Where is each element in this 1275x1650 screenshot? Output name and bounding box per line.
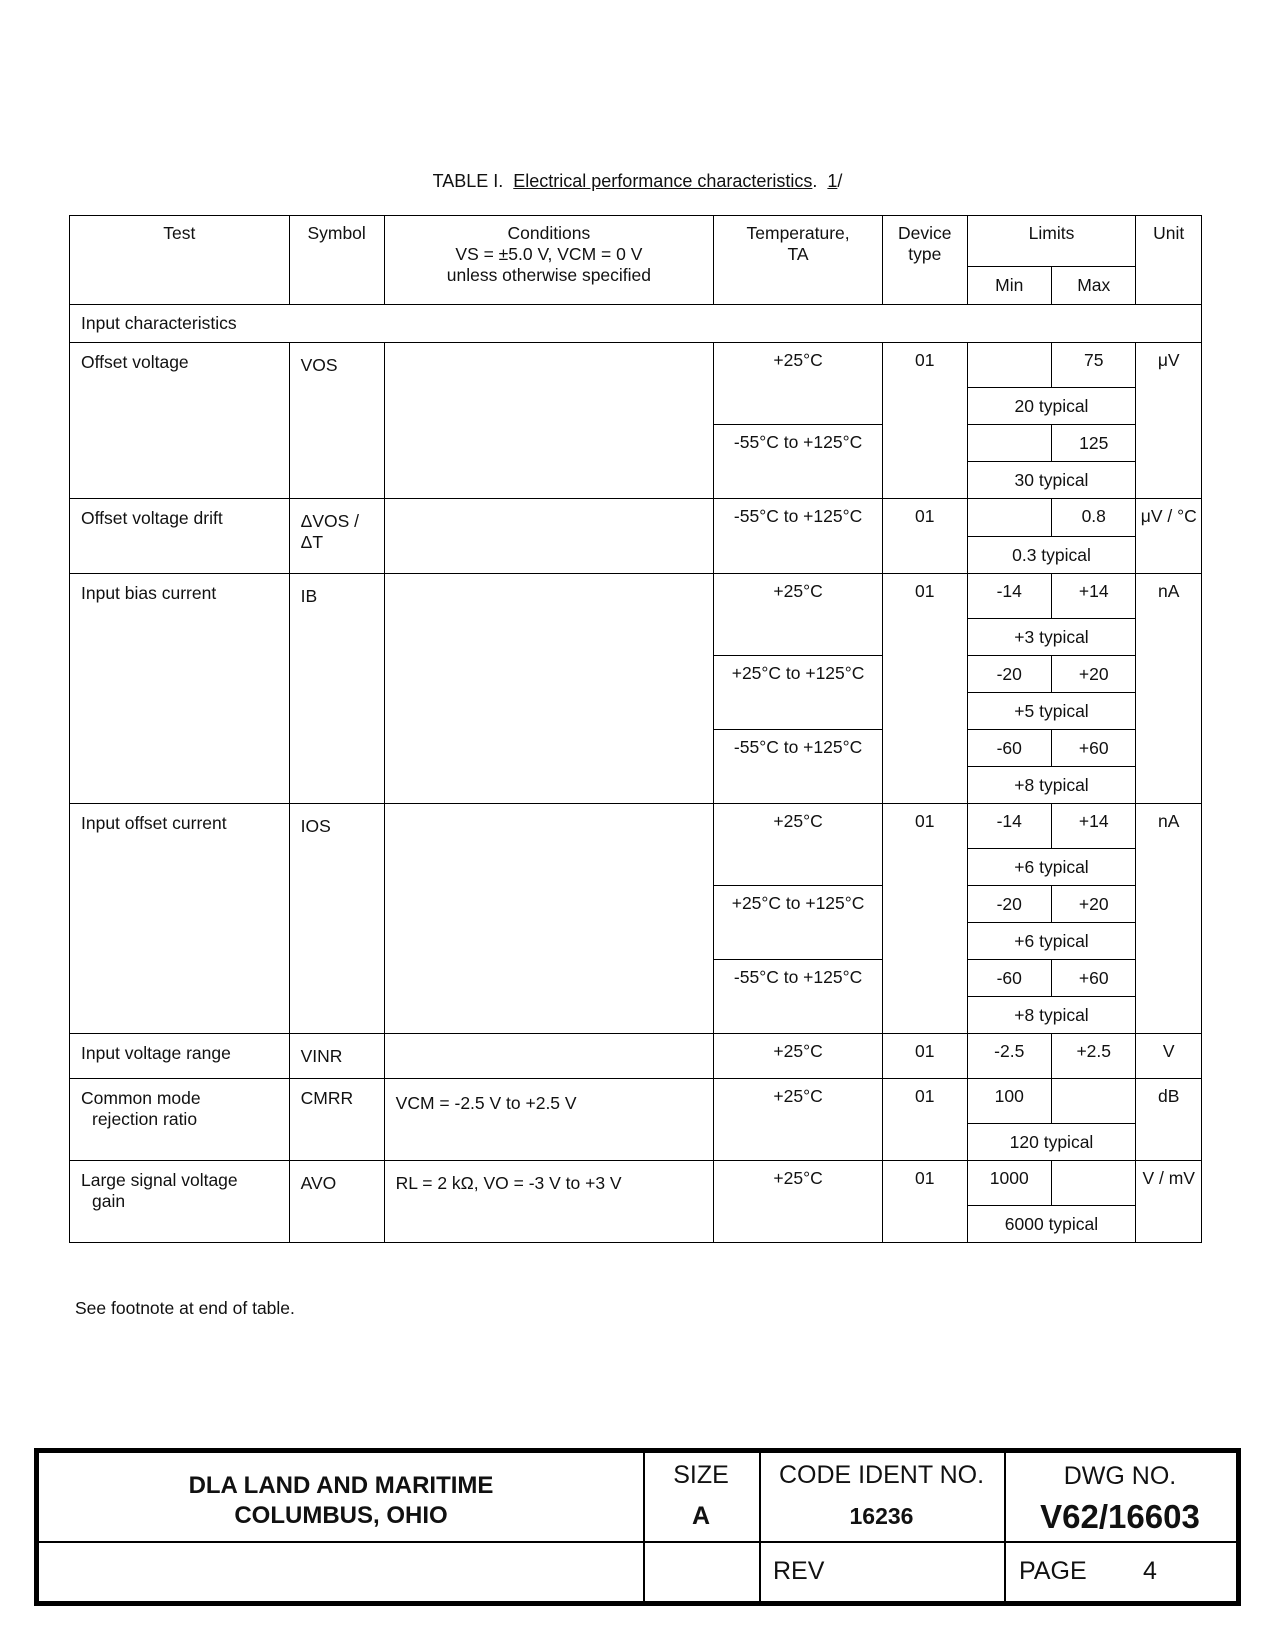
title-note-ref: 1 (827, 171, 838, 191)
rev-label: REV (773, 1557, 825, 1585)
device-type: 01 (883, 1079, 967, 1161)
section-row (70, 305, 1202, 343)
test-name (70, 1079, 290, 1161)
conditions: VCM = -2.5 V to +2.5 V (384, 1079, 713, 1161)
limit-min: -14 (967, 804, 1051, 849)
electrical-characteristics-table (69, 215, 1202, 1243)
unit: nA (1136, 574, 1202, 804)
header-temperature-line1: Temperature, (746, 223, 850, 243)
header-unit: Unit (1136, 216, 1202, 305)
header-conditions-line1: Conditions (507, 223, 591, 243)
limit-min: -20 (967, 656, 1051, 693)
table-title (0, 170, 1275, 192)
limit-max: +60 (1051, 960, 1135, 997)
limit-max: +20 (1051, 886, 1135, 923)
limit-typical: 30 typical (967, 462, 1136, 499)
limit-max (1051, 1161, 1135, 1206)
unit: dB (1136, 1079, 1202, 1161)
limit-max: +14 (1051, 804, 1135, 849)
temperature: +25°C (714, 804, 883, 886)
table-row (70, 1034, 1202, 1079)
table-row (70, 804, 1202, 849)
limit-max: +60 (1051, 730, 1135, 767)
temperature: +25°C (714, 1079, 883, 1161)
table-row (70, 1079, 1202, 1124)
unit: nA (1136, 804, 1202, 1034)
limit-min (967, 425, 1051, 462)
header-temperature-line2: TA (787, 244, 809, 264)
header-limits: Limits (967, 216, 1136, 267)
device-type: 01 (883, 1161, 967, 1243)
symbol: VOS (289, 343, 384, 499)
test-name-line2: gain (92, 1191, 126, 1211)
test-name-line1: Large signal voltage (81, 1170, 238, 1190)
dwg-no-value: V62/16603 (1040, 1498, 1200, 1535)
agency-line2: COLUMBUS, OHIO (234, 1502, 448, 1529)
symbol-line2: ΔT (300, 532, 324, 552)
agency-line1: DLA LAND AND MARITIME (188, 1472, 494, 1499)
table-row (70, 343, 1202, 388)
table-row (70, 1161, 1202, 1206)
symbol: IB (289, 574, 384, 804)
header-symbol: Symbol (289, 216, 384, 305)
section-input-characteristics: Input characteristics (70, 305, 1202, 343)
unit: μV (1136, 343, 1202, 499)
limit-max (1051, 1079, 1135, 1124)
title-text: Electrical performance characteristics (513, 171, 813, 191)
device-type: 01 (883, 1034, 967, 1079)
test-name: Input offset current (70, 804, 290, 1034)
limit-max: +20 (1051, 656, 1135, 693)
header-test: Test (70, 216, 290, 305)
page-label: PAGE (1019, 1557, 1087, 1585)
agency-name (39, 1471, 643, 1531)
header-temperature (714, 216, 883, 305)
size-label: SIZE (673, 1461, 729, 1489)
title-block-divider (39, 1541, 1236, 1543)
limit-typical: +3 typical (967, 619, 1136, 656)
device-type: 01 (883, 574, 967, 804)
title-period: . (812, 171, 828, 191)
limit-min: -14 (967, 574, 1051, 619)
header-conditions-line2: VS = ±5.0 V, VCM = 0 V (455, 244, 643, 264)
size-value: A (691, 1502, 711, 1530)
conditions (384, 1034, 713, 1079)
temperature: +25°C (714, 574, 883, 656)
limit-max: 0.8 (1051, 499, 1135, 537)
table-row (70, 499, 1202, 537)
limit-min: 100 (967, 1079, 1051, 1124)
temperature: -55°C to +125°C (714, 730, 883, 804)
limit-typical: 0.3 typical (967, 537, 1136, 574)
temperature: +25°C (714, 343, 883, 425)
limit-max: 125 (1051, 425, 1135, 462)
test-name-line2: rejection ratio (92, 1109, 198, 1129)
dwg-no-label: DWG NO. (1063, 1462, 1177, 1490)
header-conditions (384, 216, 713, 305)
limit-min (967, 343, 1051, 388)
device-type: 01 (883, 804, 967, 1034)
temperature: +25°C to +125°C (714, 656, 883, 730)
temperature: -55°C to +125°C (714, 425, 883, 499)
header-max: Max (1051, 267, 1135, 305)
code-ident-value: 16236 (849, 1503, 914, 1529)
limit-typical: +6 typical (967, 923, 1136, 960)
limit-min: -60 (967, 960, 1051, 997)
conditions (384, 574, 713, 804)
temperature: +25°C to +125°C (714, 886, 883, 960)
unit: V (1136, 1034, 1202, 1079)
symbol: AVO (289, 1161, 384, 1243)
test-name: Offset voltage (70, 343, 290, 499)
device-type: 01 (883, 499, 967, 574)
limit-typical: +8 typical (967, 767, 1136, 804)
symbol-line1: ΔVOS / (300, 511, 359, 531)
limit-typical: 20 typical (967, 388, 1136, 425)
test-name: Input bias current (70, 574, 290, 804)
header-row (70, 216, 1202, 267)
temperature: +25°C (714, 1034, 883, 1079)
test-name-line1: Common mode (81, 1088, 201, 1108)
symbol (289, 499, 384, 574)
conditions: RL = 2 kΩ, VO = -3 V to +3 V (384, 1161, 713, 1243)
title-block (34, 1448, 1241, 1606)
unit: V / mV (1136, 1161, 1202, 1243)
limit-max: +14 (1051, 574, 1135, 619)
symbol: VINR (289, 1034, 384, 1079)
symbol: IOS (289, 804, 384, 1034)
conditions (384, 499, 713, 574)
limit-typical: 120 typical (967, 1124, 1136, 1161)
conditions (384, 343, 713, 499)
test-name: Input voltage range (70, 1034, 290, 1079)
limit-max: +2.5 (1051, 1034, 1135, 1079)
test-name: Offset voltage drift (70, 499, 290, 574)
header-conditions-line3: unless otherwise specified (446, 265, 652, 285)
symbol: CMRR (289, 1079, 384, 1161)
page-number: 4 (1143, 1557, 1157, 1585)
limit-min: -20 (967, 886, 1051, 923)
table-row (70, 574, 1202, 619)
limit-typical: +6 typical (967, 849, 1136, 886)
title-note-slash: / (837, 171, 843, 191)
limit-typical: +5 typical (967, 693, 1136, 730)
limit-min (967, 499, 1051, 537)
temperature: -55°C to +125°C (714, 960, 883, 1034)
header-device-type: Device type (883, 216, 967, 305)
unit: μV / °C (1136, 499, 1202, 574)
limit-typical: +8 typical (967, 997, 1136, 1034)
limit-max: 75 (1051, 343, 1135, 388)
device-type: 01 (883, 343, 967, 499)
temperature: +25°C (714, 1161, 883, 1243)
limit-min: -60 (967, 730, 1051, 767)
limit-min: -2.5 (967, 1034, 1051, 1079)
limit-typical: 6000 typical (967, 1206, 1136, 1243)
test-name (70, 1161, 290, 1243)
temperature: -55°C to +125°C (714, 499, 883, 574)
code-ident-label: CODE IDENT NO. (778, 1461, 985, 1489)
conditions (384, 804, 713, 1034)
header-min: Min (967, 267, 1051, 305)
limit-min: 1000 (967, 1161, 1051, 1206)
footnote: See footnote at end of table. (75, 1298, 295, 1318)
title-prefix: TABLE I. (432, 171, 514, 191)
